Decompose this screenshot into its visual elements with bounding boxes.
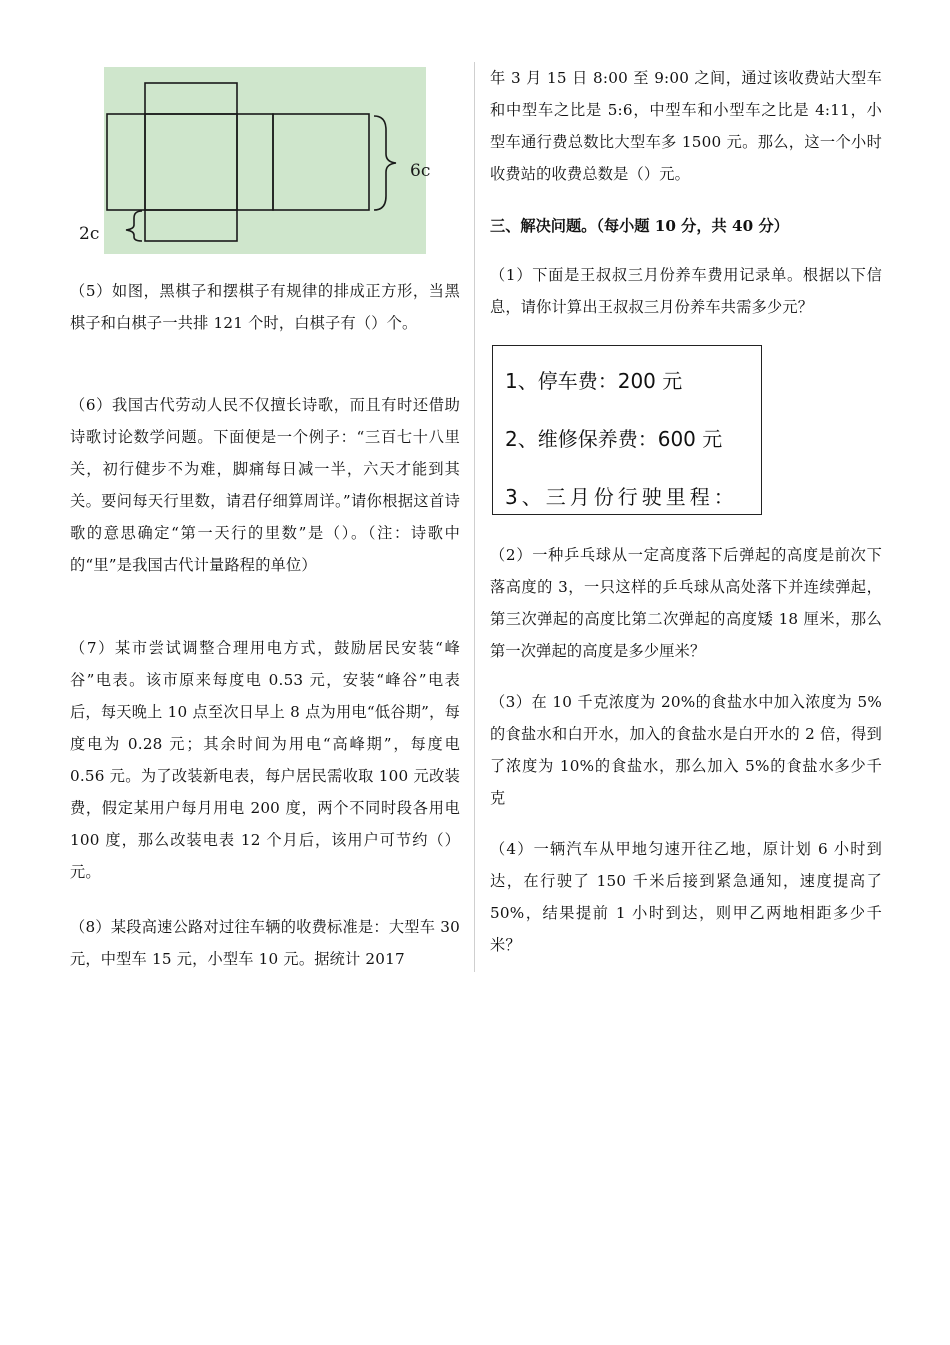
problem-1: （1）下面是王叔叔三月份养车费用记录单。根据以下信息，请你计算出王叔叔三月份养车共需多少元？ (490, 266, 882, 316)
question-5: （5）如图，黑棋子和摆棋子有规律的排成正方形，当黑棋子和白棋子一共排 121 个时，白棋子有（）个。 (70, 282, 460, 332)
problem-2: （2）一种乒乓球从一定高度落下后弹起的高度是前次下落高度的 3，一只这样的乒乓球从高处落下并连续弹起，第三次弹起的高度比第二次弹起的高度矮 18 厘米，那么第一次弹起的高度是多少厘米？ (490, 546, 882, 660)
section-3-title: 三、解决问题。（每小题 10 分，共 40 分） (490, 217, 789, 235)
record-maintenance-fee: 2、维修保养费：600 元 (505, 427, 723, 451)
question-8: （8）某段高速公路对过往车辆的收费标准是：大型车 30 元，中型车 15 元，小型车 10 元。据统计 2017 (70, 918, 460, 968)
expense-record-box (492, 345, 762, 515)
record-mileage: 3、三月份行驶里程： (505, 485, 738, 509)
problem-4: （4）一辆汽车从甲地匀速开往乙地，原计划 6 小时到达，在行驶了 150 千米后接到紧急通知，速度提高了 50%，结果提前 1 小时到达，则甲乙两地相距多少千米？ (490, 840, 882, 954)
record-parking-fee: 1、停车费：200 元 (505, 369, 683, 393)
figure-background (104, 67, 426, 254)
question-7: （7）某市尝试调整合理用电方式，鼓励居民安装“峰谷”电表。该市原来每度电 0.53 元，安装“峰谷”电表后，每天晚上 10 点至次日早上 8 点为用电“低谷期”，每度电为 0.28 元；其余时间为用电“高峰期”，每度电 0.56 元。为了改装新电表，每户居民需收取 100 元改装费，假定某用户每月用电 200 度，两个不同时段各用电 100 度，那么改装电表 12 个月后，该用户可节约（）元。 (70, 639, 460, 881)
label-2c: 2c (79, 224, 100, 244)
label-6c: 6c (410, 161, 431, 181)
question-8-continued: 年 3 月 15 日 8:00 至 9:00 之间，通过该收费站大型车和中型车之比是 5:6，中型车和小型车之比是 4:11，小型车通行费总数比大型车多 1500 元。那么，这一个小时收费站的收费总数是（）元。 (490, 69, 882, 183)
problem-3: （3）在 10 千克浓度为 20%的食盐水中加入浓度为 5%的食盐水和白开水，加入的食盐水是白开水的 2 倍，得到了浓度为 10%的食盐水，那么加入 5%的食盐水多少千克 (490, 693, 882, 807)
cuboid-net-figure (70, 66, 460, 256)
column-divider (474, 62, 475, 972)
question-6: （6）我国古代劳动人民不仅擅长诗歌，而且有时还借助诗歌讨论数学问题。下面便是一个例子：“三百七十八里关，初行健步不为难，脚痛每日减一半，六天才能到其关。要问每天行里数，请君仔细算周详。”请你根据这首诗歌的意思确定“第一天行的里数”是（）。（注：诗歌中的“里”是我国古代计量路程的单位） (70, 396, 460, 574)
